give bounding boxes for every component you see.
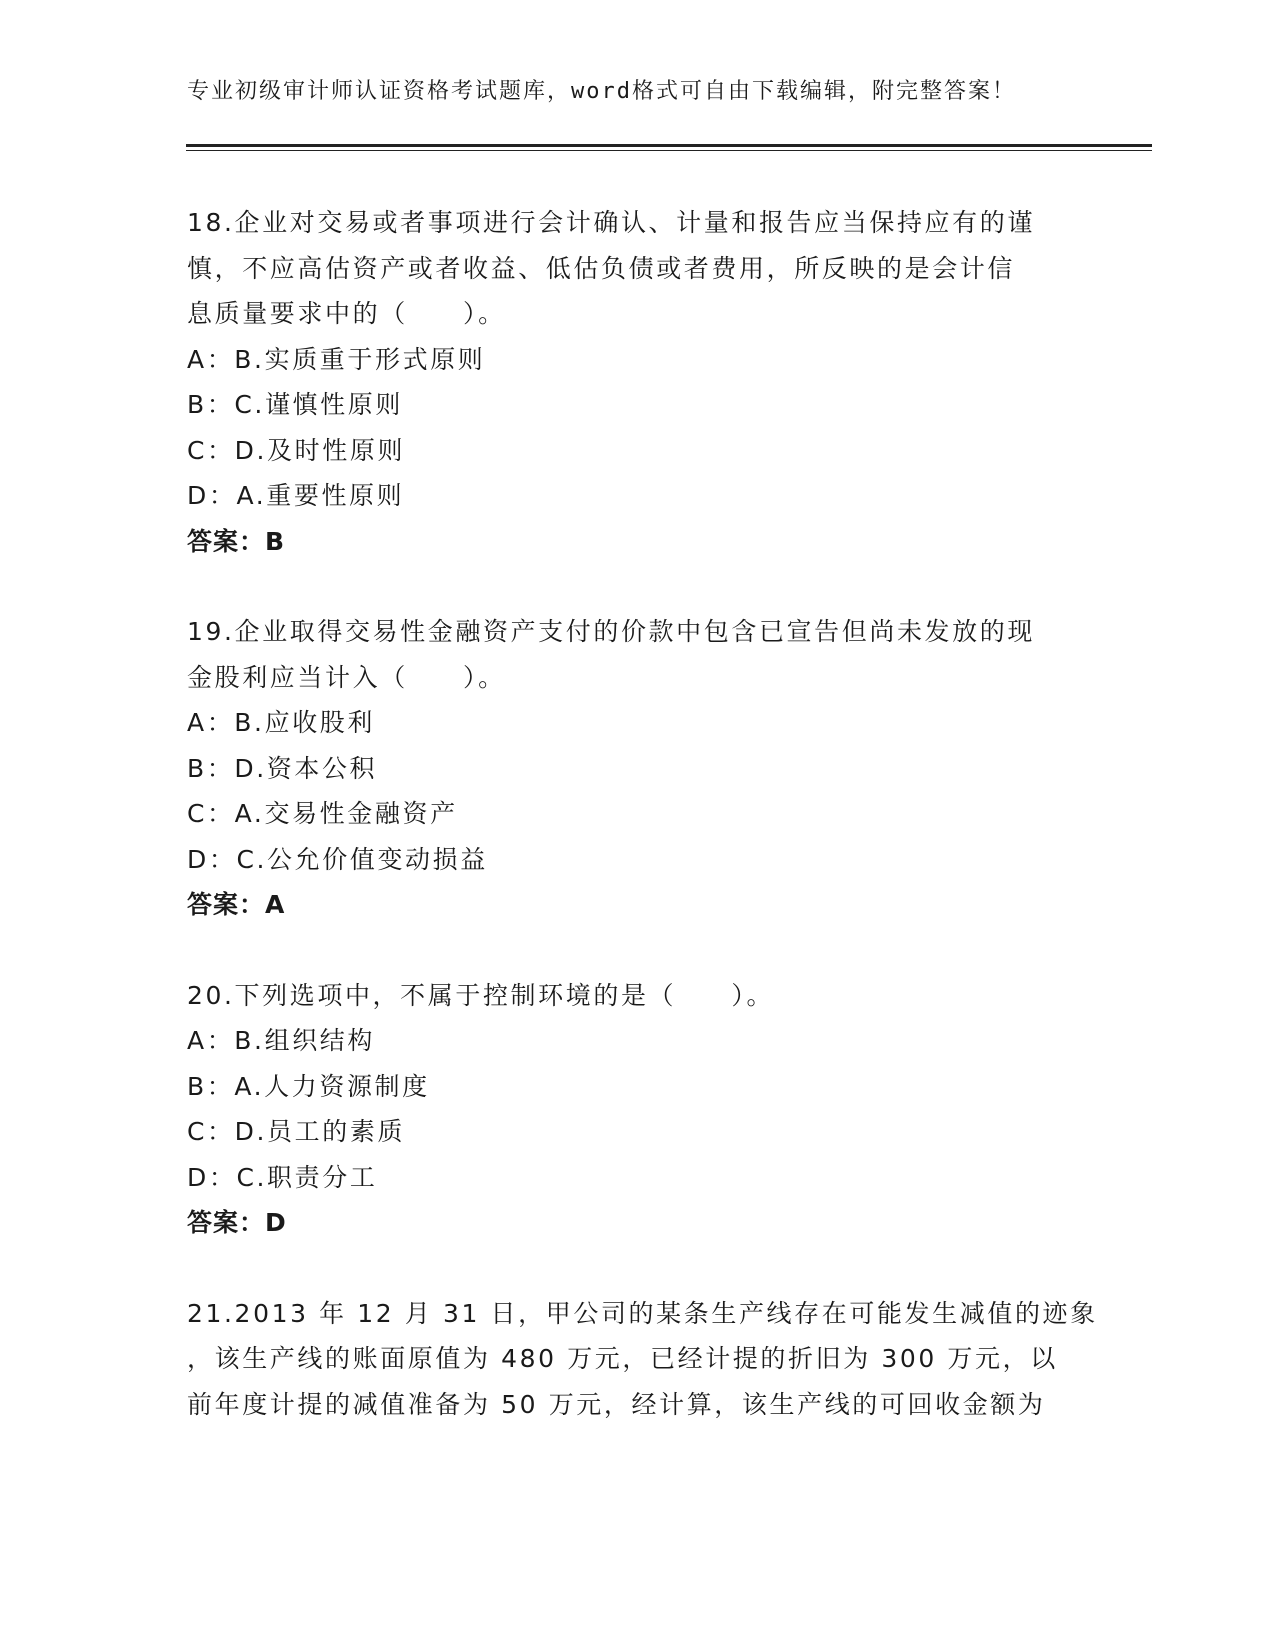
question-text-line: ，该生产线的账面原值为 480 万元，已经计提的折旧为 300 万元，以 — [187, 1344, 1058, 1373]
answer: 答案：D — [187, 1208, 287, 1237]
option-b: B：C.谨慎性原则 — [187, 390, 403, 419]
option-c: C：D.员工的素质 — [187, 1117, 406, 1146]
question-18 — [187, 200, 1087, 564]
question-text-line: 息质量要求中的（ ）。 — [187, 299, 506, 328]
page-header: 专业初级审计师认证资格考试题库，word格式可自由下载编辑，附完整答案！ — [187, 79, 1016, 104]
option-b: B：A.人力资源制度 — [187, 1071, 430, 1101]
option-d: D：C.职责分工 — [187, 1162, 378, 1192]
option-b: B：D.资本公积 — [187, 753, 378, 783]
question-text-line: 21.2013 年 12 月 31 日，甲公司的某条生产线存在可能发生减值的迹象 — [187, 1298, 1098, 1328]
answer: 答案：A — [187, 890, 286, 919]
question-20 — [187, 973, 1087, 1246]
question-text-line: 慎，不应高估资产或者收益、低估负债或者费用，所反映的是会计信 — [187, 253, 1016, 283]
question-text-line: 19.企业取得交易性金融资产支付的价款中包含已宣告但尚未发放的现 — [187, 617, 1035, 646]
question-text-line: 金股利应当计入（ ）。 — [187, 662, 506, 692]
option-a: A：B.组织结构 — [187, 1026, 376, 1055]
question-list — [187, 200, 1098, 1472]
question-19 — [187, 609, 1087, 928]
option-d: D：A.重要性原则 — [187, 481, 405, 510]
question-text-line: 前年度计提的减值准备为 50 万元，经计算，该生产线的可回收金额为 — [187, 1389, 1046, 1419]
option-a: A：B.应收股利 — [187, 708, 376, 737]
header-rule-thick — [186, 144, 1152, 147]
header-rule-thin — [186, 150, 1152, 151]
option-c: C：A.交易性金融资产 — [187, 799, 458, 828]
answer: 答案：B — [187, 526, 286, 556]
question-text-line: 18.企业对交易或者事项进行会计确认、计量和报告应当保持应有的谨 — [187, 208, 1035, 237]
option-c: C：D.及时性原则 — [187, 435, 406, 465]
question-21 — [187, 1291, 1098, 1428]
option-d: D：C.公允价值变动损益 — [187, 844, 488, 874]
question-text-line: 20.下列选项中，不属于控制环境的是（ ）。 — [187, 980, 775, 1010]
option-a: A：B.实质重于形式原则 — [187, 344, 486, 374]
